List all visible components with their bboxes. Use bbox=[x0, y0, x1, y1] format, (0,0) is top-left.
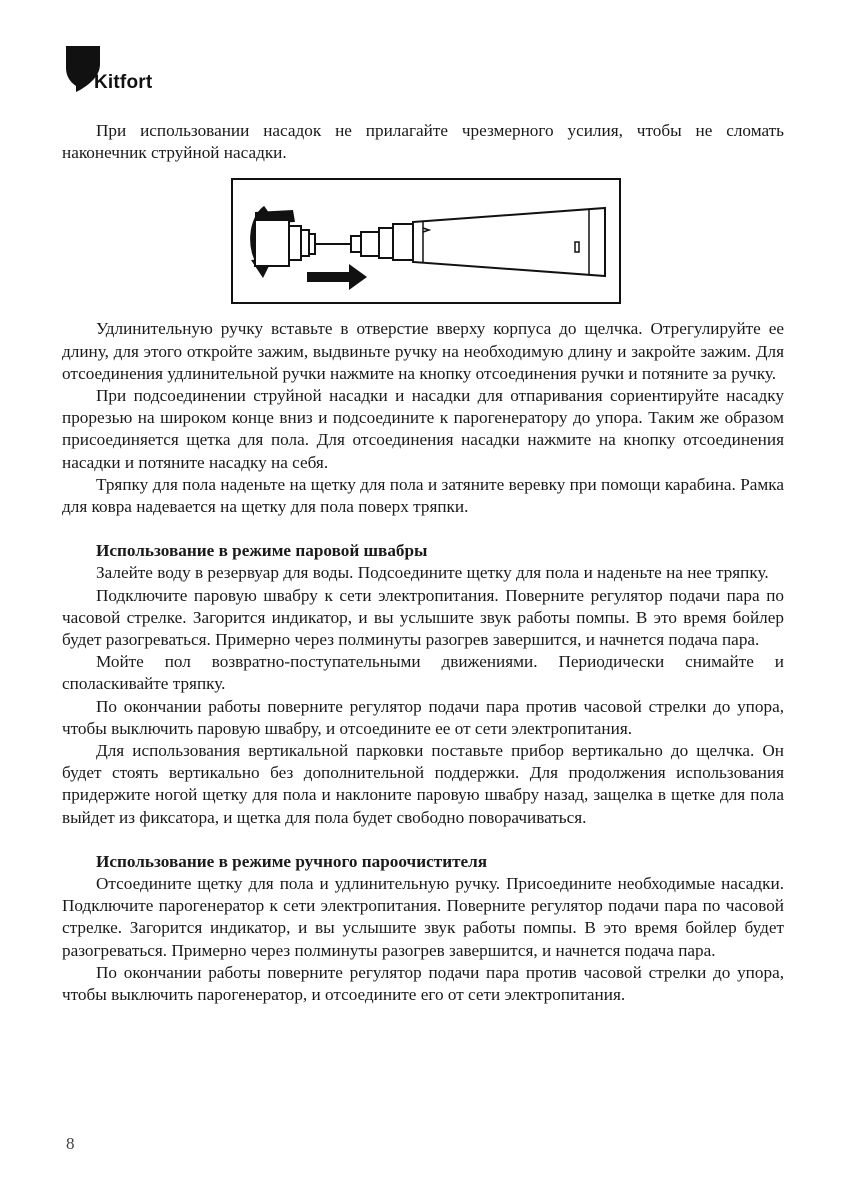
section-heading: Использование в режиме паровой швабры bbox=[96, 541, 428, 561]
nozzle-tip bbox=[255, 220, 289, 266]
brand-name: Kitfort bbox=[94, 72, 153, 93]
nozzle-attach-figure bbox=[231, 178, 621, 304]
paragraph: При использовании насадок не прилагайте чрезмерного усилия, чтобы не сломать наконечник струйной насадки. bbox=[62, 121, 784, 163]
page-content bbox=[62, 120, 784, 1006]
paragraph: Мойте пол возвратно-поступательными движениями. Периодически снимайте и споласкивайте тряпку. bbox=[62, 652, 784, 694]
page-number: 8 bbox=[66, 1134, 75, 1153]
paragraph: Тряпку для пола наденьте на щетку для пола и затяните веревку при помощи карабина. Рамка для ковра надевается на щетку для пола поверх тряпки. bbox=[62, 474, 784, 517]
nozzle-illustration bbox=[233, 180, 619, 302]
paragraph: По окончании работы поверните регулятор подачи пара против часовой стрелки до упора, чтобы выключить паровую швабру, и отсоедините ее от сети электропитания. bbox=[62, 696, 784, 738]
paragraph: Для использования вертикальной парковки поставьте прибор вертикально до щелчка. Он будет стоять вертикально без дополнительной поддержки. Для продолжения использования придержите ногой щетку для пола и наклоните паровую швабру назад, защелка в щетке для пола выйдет из фиксатора, и щетка для пола будет свободно поворачиваться. bbox=[62, 741, 784, 827]
paragraph: Удлинительную ручку вставьте в отверстие вверху корпуса до щелчка. Отрегулируйте ее длину, для этого откройте зажим, выдвиньте ручку на необходимую длину и закройте зажим. Для отсоединения удлинительной ручки нажмите на кнопку отсоединения ручки и потяните за ручку. bbox=[62, 319, 784, 383]
paragraph: При подсоединении струйной насадки и насадки для отпаривания сориентируйте насадку прорезью на широком конце вниз и подсоедините к парогенератору до упора. Таким же образом присоединяется щетка для пола. Для отсоединения насадки нажмите на кнопку отсоединения насадки и потяните насадку на себя. bbox=[62, 386, 784, 472]
paragraph: По окончании работы поверните регулятор подачи пара против часовой стрелки до упора, чтобы выключить парогенератор, и отсоедините его от сети электропитания. bbox=[62, 962, 784, 1005]
paragraph: Подключите паровую швабру к сети электропитания. Поверните регулятор подачи пара по часовой стрелке. Загорится индикатор, и вы услышите звук работы помпы. В это время бойлер будет разогреваться. Примерно через полминуты разогрев завершится, и начнется подача пара. bbox=[62, 585, 784, 650]
paragraph: Отсоедините щетку для пола и удлинительную ручку. Присоедините необходимые насадки. Подключите парогенератор к сети электропитания. Поверните регулятор подачи пара по часовой стрелке. Загорится индикатор, и вы услышите звук работы помпы. В это время бойлер будет разогреваться. Примерно через полминуты разогрев завершится, и начнется подача пара. bbox=[62, 874, 784, 960]
section-heading: Использование в режиме ручного пароочистителя bbox=[96, 851, 488, 871]
brand-logo bbox=[66, 46, 176, 98]
paragraph: Залейте воду в резервуар для воды. Подсоедините щетку для пола и наденьте на нее тряпку. bbox=[96, 563, 769, 583]
push-arrow-icon bbox=[307, 272, 351, 282]
